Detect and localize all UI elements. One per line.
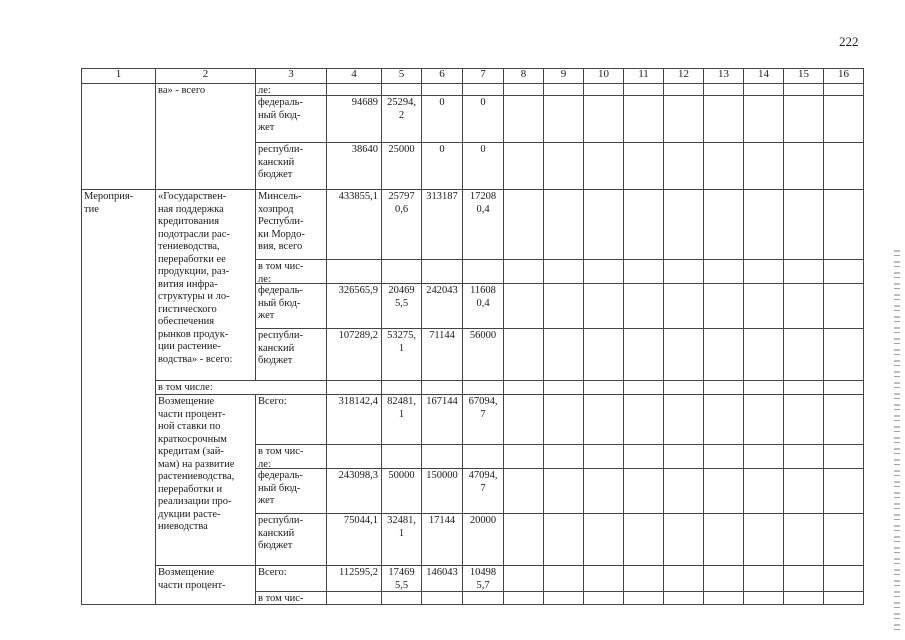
activity-type-cell [81,83,156,190]
empty-cell [743,142,784,190]
empty-cell [503,259,544,284]
funding-source-cell: федераль- ный бюд- жет [255,283,327,329]
empty-cell [783,142,824,190]
empty-cell [663,328,704,381]
empty-cell [623,468,664,514]
empty-cell [823,189,864,260]
empty-cell [743,328,784,381]
empty-cell [583,513,624,566]
empty-cell [823,468,864,514]
empty-cell [583,95,624,143]
total-amount-cell: 75044,1 [326,513,382,566]
header-cell-10: 10 [583,68,624,84]
empty-cell [503,142,544,190]
empty-cell [623,142,664,190]
empty-cell [503,394,544,445]
empty-cell [503,513,544,566]
empty-cell [783,380,824,395]
year-amount-cell [381,591,422,605]
empty-cell [663,142,704,190]
total-amount-cell [326,591,382,605]
empty-cell [783,565,824,592]
year-amount-cell [421,444,463,469]
empty-cell [503,565,544,592]
empty-cell [783,444,824,469]
scan-edge-artifact [894,250,900,630]
total-amount-cell: 94689 [326,95,382,143]
empty-cell [743,513,784,566]
empty-cell [743,565,784,592]
header-cell-3: 3 [255,68,327,84]
empty-cell [703,142,744,190]
empty-cell [703,444,744,469]
empty-cell [703,394,744,445]
empty-cell [663,259,704,284]
year-amount-cell: 17208 0,4 [462,189,504,260]
empty-cell [743,259,784,284]
header-cell-6: 6 [421,68,463,84]
empty-cell [823,591,864,605]
total-amount-cell: 107289,2 [326,328,382,381]
header-cell-7: 7 [462,68,504,84]
empty-cell [703,328,744,381]
empty-cell [583,142,624,190]
total-amount-cell [326,259,382,284]
year-amount-cell [462,444,504,469]
empty-cell [783,259,824,284]
year-amount-cell: 25797 0,6 [381,189,422,260]
empty-cell [663,283,704,329]
funding-source-cell: в том чис- ле: [255,444,327,469]
total-amount-cell: 38640 [326,142,382,190]
empty-cell [503,189,544,260]
empty-cell [583,565,624,592]
header-cell-2: 2 [155,68,256,84]
year-amount-cell: 146043 [421,565,463,592]
empty-cell [663,468,704,514]
empty-cell [623,95,664,143]
funding-source-cell: Всего: [255,565,327,592]
empty-cell [583,394,624,445]
empty-cell [543,259,584,284]
year-amount-cell: 20469 5,5 [381,283,422,329]
total-amount-cell [326,444,382,469]
empty-cell [623,444,664,469]
funding-source-cell: республи- канский бюджет [255,513,327,566]
empty-cell [583,444,624,469]
empty-cell [783,283,824,329]
year-amount-cell: 47094, 7 [462,468,504,514]
empty-cell [823,259,864,284]
value-cell [462,380,504,395]
empty-cell [543,283,584,329]
funding-source-cell: республи- канский бюджет [255,328,327,381]
empty-cell [663,380,704,395]
header-cell-11: 11 [623,68,664,84]
year-amount-cell: 82481, 1 [381,394,422,445]
empty-cell [703,95,744,143]
empty-cell [743,394,784,445]
empty-cell [743,468,784,514]
empty-cell [663,189,704,260]
empty-cell [583,259,624,284]
header-cell-13: 13 [703,68,744,84]
empty-cell [823,394,864,445]
header-cell-1: 1 [81,68,156,84]
activity-type-cell: Мероприя- тие [81,189,156,605]
funding-source-cell: в том чис- [255,591,327,605]
measure-name-cell: «Государствен- ная поддержка кредитования подотрасли рас- тениеводства, переработки ее продукции, раз- вития инфра- структуры и ло- гистического обеспечения рынков продук- ции растение- водства» - всего: [155,189,256,381]
total-amount-cell: 318142,4 [326,394,382,445]
total-amount-cell: 326565,9 [326,283,382,329]
empty-cell [663,565,704,592]
total-amount-cell: 243098,3 [326,468,382,514]
empty-cell [543,142,584,190]
measure-name-cell: в том числе: [155,380,327,395]
empty-cell [823,513,864,566]
empty-cell [503,95,544,143]
empty-cell [503,591,544,605]
empty-cell [743,444,784,469]
empty-cell [623,380,664,395]
header-cell-4: 4 [326,68,382,84]
empty-cell [663,444,704,469]
header-cell-12: 12 [663,68,704,84]
empty-cell [583,591,624,605]
empty-cell [543,565,584,592]
empty-cell [623,189,664,260]
empty-cell [823,95,864,143]
empty-cell [583,189,624,260]
empty-cell [743,189,784,260]
value-cell [421,380,463,395]
year-amount-cell: 11608 0,4 [462,283,504,329]
empty-cell [743,283,784,329]
funding-source-cell: в том чис- ле: [255,259,327,284]
year-amount-cell: 56000 [462,328,504,381]
year-amount-cell [462,259,504,284]
empty-cell [623,394,664,445]
measure-name-cell: ва» - всего [155,83,256,190]
empty-cell [583,328,624,381]
header-cell-14: 14 [743,68,784,84]
funding-source-cell: федераль- ный бюд- жет [255,95,327,143]
year-amount-cell: 71144 [421,328,463,381]
empty-cell [623,591,664,605]
empty-cell [703,380,744,395]
empty-cell [743,591,784,605]
page-number: 222 [839,34,859,49]
empty-cell [623,259,664,284]
empty-cell [703,189,744,260]
year-amount-cell [421,591,463,605]
empty-cell [703,259,744,284]
value-cell [381,380,422,395]
value-cell [326,380,382,395]
total-amount-cell: 112595,2 [326,565,382,592]
empty-cell [543,328,584,381]
empty-cell [823,444,864,469]
year-amount-cell: 242043 [421,283,463,329]
empty-cell [703,283,744,329]
empty-cell [543,95,584,143]
empty-cell [703,565,744,592]
year-amount-cell: 0 [421,95,463,143]
year-amount-cell [381,444,422,469]
year-amount-cell: 50000 [381,468,422,514]
empty-cell [823,142,864,190]
header-cell-15: 15 [783,68,824,84]
header-cell-8: 8 [503,68,544,84]
header-cell-16: 16 [823,68,864,84]
empty-cell [543,444,584,469]
year-amount-cell [381,259,422,284]
empty-cell [663,513,704,566]
funding-source-cell: ле: [255,83,327,96]
year-amount-cell: 150000 [421,468,463,514]
year-amount-cell: 313187 [421,189,463,260]
empty-cell [543,513,584,566]
year-amount-cell: 17144 [421,513,463,566]
empty-cell [583,380,624,395]
year-amount-cell [421,259,463,284]
empty-cell [503,380,544,395]
empty-cell [703,468,744,514]
empty-cell [783,189,824,260]
measure-name-cell: Возмещение части процент- [155,565,256,605]
empty-cell [783,95,824,143]
empty-cell [743,380,784,395]
empty-cell [503,444,544,469]
year-amount-cell: 20000 [462,513,504,566]
empty-cell [583,283,624,329]
empty-cell [543,380,584,395]
empty-cell [543,468,584,514]
empty-cell [583,468,624,514]
empty-cell [623,328,664,381]
empty-cell [543,394,584,445]
year-amount-cell: 67094, 7 [462,394,504,445]
empty-cell [663,394,704,445]
empty-cell [543,189,584,260]
funding-source-cell: республи- канский бюджет [255,142,327,190]
year-amount-cell: 10498 5,7 [462,565,504,592]
funding-source-cell: федераль- ный бюд- жет [255,468,327,514]
year-amount-cell: 25294, 2 [381,95,422,143]
empty-cell [663,95,704,143]
year-amount-cell: 167144 [421,394,463,445]
empty-cell [823,328,864,381]
empty-cell [503,283,544,329]
empty-cell [623,565,664,592]
header-cell-9: 9 [543,68,584,84]
empty-cell [783,468,824,514]
year-amount-cell: 17469 5,5 [381,565,422,592]
empty-cell [783,328,824,381]
year-amount-cell: 32481, 1 [381,513,422,566]
year-amount-cell: 0 [462,95,504,143]
empty-cell [503,328,544,381]
funding-source-cell: Минсель- хозпрод Республи- ки Мордо- вия, всего [255,189,327,260]
year-amount-cell [462,591,504,605]
empty-cell [703,513,744,566]
empty-cell [783,394,824,445]
year-amount-cell: 25000 [381,142,422,190]
empty-cell [823,380,864,395]
year-amount-cell: 0 [462,142,504,190]
empty-cell [783,591,824,605]
measure-name-cell: Возмещение части процент- ной ставки по краткосрочным кредитам (зай- мам) на развитие растениеводства, переработки и реализации про- дукции расте- ниеводства [155,394,256,566]
empty-cell [823,283,864,329]
empty-cell [503,468,544,514]
empty-cell [823,565,864,592]
empty-cell [623,283,664,329]
year-amount-cell: 0 [421,142,463,190]
empty-cell [783,513,824,566]
empty-cell [743,95,784,143]
funding-source-cell: Всего: [255,394,327,445]
year-amount-cell: 53275, 1 [381,328,422,381]
empty-cell [623,513,664,566]
empty-cell [703,591,744,605]
empty-cell [543,591,584,605]
total-amount-cell: 433855,1 [326,189,382,260]
header-cell-5: 5 [381,68,422,84]
empty-cell [663,591,704,605]
